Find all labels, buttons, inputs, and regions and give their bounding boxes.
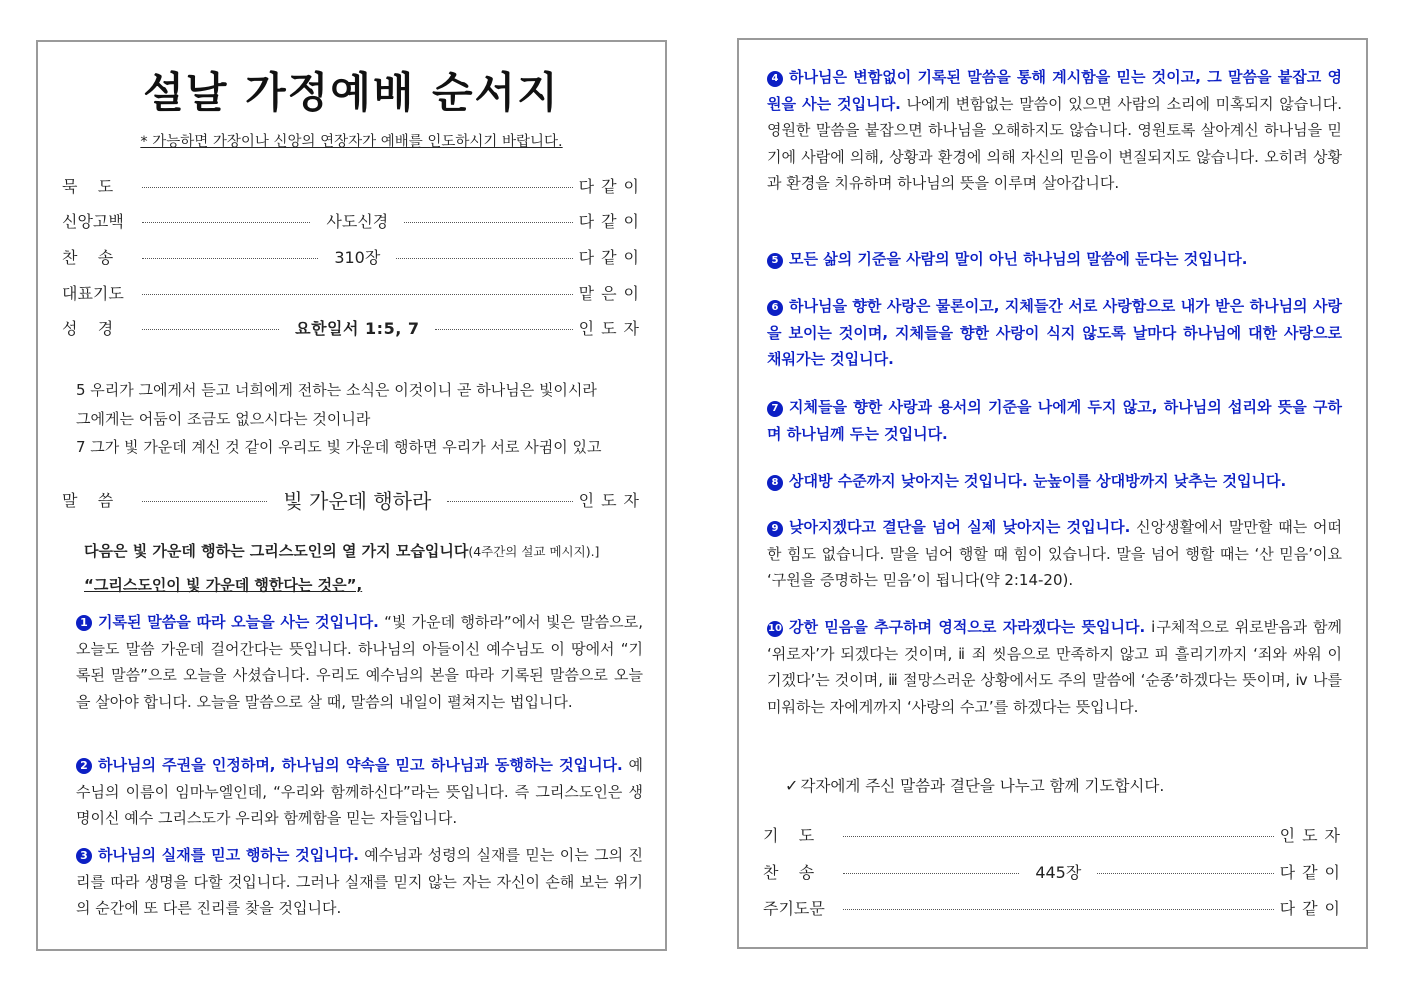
order-leader: 다같이 — [1279, 862, 1347, 882]
point-heading: 낮아지겠다고 결단을 넘어 실제 낮아지는 것입니다. — [789, 518, 1131, 536]
point-body: 예수님의 이름이 임마누엘인데, “우리와 함께하신다”라는 뜻입니다. 즉 그리스도인은 생명이신 예수 그리스도가 우리와 함께함을 믿는 자들입니다. — [76, 756, 643, 827]
order-leader: 인도자 — [578, 318, 646, 338]
checkmark-icon: ✓ — [785, 776, 799, 795]
order-label: 대표기도 — [62, 283, 124, 303]
number-circle-icon: 7 — [767, 401, 783, 417]
order-label: 찬 송 — [62, 247, 114, 267]
scripture-line: 5 우리가 그에게서 듣고 너희에게 전하는 소식은 이것이니 곧 하나님은 빛이시라 — [76, 381, 597, 399]
order-label: 말 씀 — [62, 490, 114, 510]
order-row-representative-prayer — [62, 279, 646, 305]
order-row-sermon — [62, 486, 646, 513]
order-leader: 다같이 — [1279, 898, 1347, 918]
point-8 — [767, 468, 1342, 495]
point-body: 나에게 변함없는 말씀이 있으면 사람의 소리에 미혹되지 않습니다. 영원한 말씀을 붙잡으면 하나님을 오해하지도 않습니다. 영원토록 살아계신 하나님을 믿기에 사람에 의해, 상황과 환경에 의해 자신의 믿음이 변질되지도 않습니다. 오히려 상황과 환경을 치유하며 하나님의 뜻을 이루며 살아갑니다. — [767, 94, 1342, 192]
order-row-closing-hymn — [763, 858, 1347, 884]
order-leader: 다같이 — [578, 176, 646, 196]
order-label: 주기도문 — [763, 898, 825, 918]
sermon-title: 빛 가운데 행하라 — [283, 488, 432, 513]
scripture-line: 7 그가 빛 가운데 계신 것 같이 우리도 빛 가운데 행하면 우리가 서로 사귐이 있고 — [76, 438, 602, 456]
leader-dots — [843, 873, 1019, 874]
sermon-intro-text: 다음은 빛 가운데 행하는 그리스도인의 열 가지 모습입니다 — [84, 542, 469, 560]
point-10 — [767, 614, 1342, 720]
leader-dots — [142, 187, 573, 188]
point-7 — [767, 394, 1342, 447]
point-heading: 상대방 수준까지 낮아지는 것입니다. 눈높이를 상대방까지 낮추는 것입니다. — [789, 472, 1287, 490]
point-heading: 기록된 말씀을 따라 오늘을 사는 것입니다. — [98, 613, 379, 631]
order-label: 성 경 — [62, 318, 114, 338]
left-page — [36, 40, 667, 951]
number-circle-icon: 1 — [76, 615, 92, 631]
point-heading: 지체들을 향한 사랑과 용서의 기준을 나에게 두지 않고, 하나님의 섭리와 뜻을 구하며 하나님께 두는 것입니다. — [767, 398, 1342, 443]
closing-instruction — [785, 774, 1164, 796]
order-detail: 요한일서 1:5, 7 — [295, 318, 420, 338]
order-leader: 인도자 — [578, 490, 646, 510]
point-heading: 강한 믿음을 추구하며 영적으로 자라겠다는 뜻입니다. — [789, 618, 1146, 636]
sermon-intro-quote: “그리스도인이 빛 가운데 행한다는 것은”, — [84, 576, 363, 594]
order-row-scripture — [62, 314, 646, 340]
number-circle-icon: 3 — [76, 848, 92, 864]
point-body: ⅰ구체적으로 위로받음과 함께 ‘위로자’가 되겠다는 것이며, ⅱ 죄 씻음으로 만족하지 않고 피 흘리기까지 ‘죄와 싸워 이기겠다’는 것이며, ⅲ 절망스러운 상황에서도 주의 말씀에 ‘순종’하겠다는 뜻이며, ⅳ 나를 미워하는 자에게까지 ‘사랑의 수고’를 하겠다는 뜻입니다. — [767, 618, 1343, 716]
order-leader: 인도자 — [1279, 825, 1347, 845]
number-circle-icon: 5 — [767, 253, 783, 269]
point-body: 신앙생활에서 말만할 때는 어떠한 힘도 없습니다. 말을 넘어 행할 때 힘이 있습니다. 말을 넘어 행할 때는 ‘산 믿음’이요 ‘구원을 증명하는 믿음’이 됩니다(약 2:14-20). — [767, 518, 1342, 589]
point-4 — [767, 64, 1342, 197]
leader-dots — [843, 909, 1274, 910]
order-detail: 310장 — [334, 247, 381, 267]
number-circle-icon: 10 — [767, 621, 783, 637]
scripture-passage — [76, 376, 602, 462]
point-3 — [76, 842, 643, 922]
leader-dots — [142, 501, 267, 502]
leader-dots — [447, 501, 572, 502]
order-leader: 다같이 — [578, 247, 646, 267]
sermon-intro — [84, 540, 599, 561]
point-heading: 하나님의 주권을 인정하며, 하나님의 약속을 믿고 하나님과 동행하는 것입니다. — [98, 756, 623, 774]
point-body: 예수님과 성령의 실재를 믿는 이는 그의 진리를 따라 생명을 다할 것입니다. 그러나 실재를 믿지 않는 자는 자신이 손해 보는 위기의 순간에 또 다른 진리를 찾을 것입니다. — [76, 846, 643, 917]
order-label: 묵 도 — [62, 176, 114, 196]
point-5 — [767, 246, 1342, 273]
leader-dots — [435, 329, 572, 330]
number-circle-icon: 6 — [767, 300, 783, 316]
order-row-hymn — [62, 243, 646, 269]
leader-dots — [142, 294, 573, 295]
number-circle-icon: 9 — [767, 521, 783, 537]
point-6 — [767, 293, 1342, 373]
point-1 — [76, 609, 643, 715]
point-2 — [76, 752, 643, 832]
order-detail: 445장 — [1035, 862, 1082, 882]
order-leader: 다같이 — [578, 211, 647, 231]
order-label: 신앙고백 — [62, 211, 124, 231]
point-heading: 모든 삶의 기준을 사람의 말이 아닌 하나님의 말씀에 둔다는 것입니다. — [789, 250, 1248, 268]
number-circle-icon: 4 — [767, 71, 783, 87]
leader-dots — [142, 258, 318, 259]
order-row-silent-prayer — [62, 172, 646, 198]
leader-dots — [396, 258, 572, 259]
point-body: “빛 가운데 행하라”에서 빛은 말씀으로, 오늘도 말씀 가운데 걸어간다는 뜻입니다. 하나님의 아들이신 예수님도 이 땅에서 “기록된 말씀”으로 오늘을 사셨습니다. 우리도 예수님의 본을 따라 기록된 말씀으로 오늘을 살아야 합니다. 오늘을 말씀으로 살 때, 말씀의 내일이 펼쳐지는 법입니다. — [76, 613, 643, 711]
leader-dots — [843, 836, 1274, 837]
order-leader: 맡은이 — [578, 283, 646, 303]
point-heading: 하나님의 실재를 믿고 행하는 것입니다. — [98, 846, 359, 864]
page-title: 설날 가정예배 순서지 — [143, 68, 560, 117]
point-heading: 하나님을 향한 사랑은 물론이고, 지체들간 서로 사랑함으로 내가 받은 하나님의 사랑을 보이는 것이며, 지체들을 향한 사랑이 식지 않도록 날마다 하나님에 대한 사랑으로 채워가는 것입니다. — [767, 297, 1342, 368]
closing-text: 각자에게 주신 말씀과 결단을 나누고 함께 기도합시다. — [800, 777, 1165, 795]
order-detail: 사도신경 — [326, 211, 389, 231]
point-9 — [767, 514, 1342, 594]
leader-dots — [142, 329, 279, 330]
number-circle-icon: 2 — [76, 758, 92, 774]
leader-note — [38, 130, 665, 151]
sermon-intro-note: (4주간의 설교 메시지).] — [468, 544, 600, 559]
order-label: 찬 송 — [763, 862, 815, 882]
order-row-lords-prayer — [763, 894, 1347, 920]
number-circle-icon: 8 — [767, 475, 783, 491]
leader-dots — [1097, 873, 1273, 874]
leader-dots — [404, 222, 572, 223]
order-row-prayer — [763, 821, 1347, 847]
point-heading: 하나님은 변함없이 기록된 말씀을 통해 계시함을 믿는 것이고, 그 말씀을 붙잡고 영원을 사는 것입니다. — [767, 68, 1342, 113]
right-page — [737, 38, 1368, 949]
leader-note-text: * 가능하면 가장이나 신앙의 연장자가 예배를 인도하시기 바랍니다. — [140, 134, 563, 150]
scripture-line: 그에게는 어둠이 조금도 없으시다는 것이니라 — [76, 409, 371, 428]
order-row-creed — [62, 207, 647, 233]
order-label: 기 도 — [763, 825, 815, 845]
leader-dots — [142, 222, 310, 223]
